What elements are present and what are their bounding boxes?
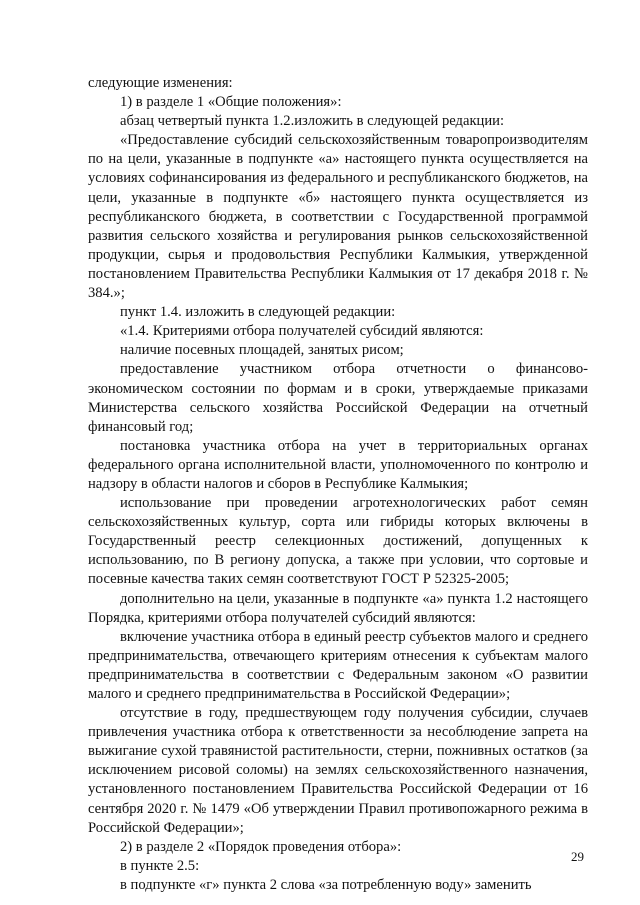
document-paragraph: дополнительно на цели, указанные в подпункте «а» пункта 1.2 настоящего Порядка, критериями отбора получателей субсидий являются:: [88, 590, 588, 626]
document-paragraph: в подпункте «г» пункта 2 слова «за потребленную воду» заменить: [120, 876, 532, 893]
document-paragraph: использование при проведении агротехнологических работ семян сельскохозяйственных культур, сорта или гибриды которых включены в Государственный реестр селекционных достижений, допущенных к использованию, по В региону допуска, а также при условии, что сортовые и посевные качества таких семян соответствуют ГОСТ Р 52325-2005;: [88, 495, 588, 588]
document-paragraph: следующие изменения:: [88, 75, 233, 91]
page-number: 29: [571, 849, 584, 864]
document-paragraph: наличие посевных площадей, занятых рисом;: [120, 342, 404, 359]
document-paragraph: отсутствие в году, предшествующем году получения субсидии, случаев привлечения участника отбора к ответственности за несоблюдение запрета на выжигание сухой травянистой растительности, стерни, пожнивных остатков (за исключением рисовой соломы) на землях сельскохозяйственного назначения, установленного постановлением Правительства Российской Федерации от 16 сентября 2020 г. № 1479 «Об утверждении Правил противопожарного режима в Российской Федерации»;: [88, 705, 588, 836]
document-paragraph: постановка участника отбора на учет в территориальных органах федерального органа исполнительной власти, уполномоченного по контролю и надзору в области налогов и сборов в Республике Калмыкия;: [88, 437, 588, 492]
document-paragraph: включение участника отбора в единый реестр субъектов малого и среднего предпринимательства, отвечающего критериям отнесения к субъектам малого предпринимательства в соответствии с Федеральным законом «О развитии малого и среднего предпринимательства в Российской Федерации»;: [88, 628, 588, 702]
document-paragraph: «1.4. Критериями отбора получателей субсидий являются:: [120, 323, 484, 340]
document-paragraph: в пункте 2.5:: [120, 857, 200, 874]
document-paragraph: предоставление участником отбора отчетности о финансово-экономическом состоянии по формам и в сроки, утверждаемые приказами Министерства сельского хозяйства Российской Федерации на отчетный финансовый год;: [88, 361, 588, 435]
document-body: [88, 74, 588, 895]
document-paragraph: 2) в разделе 2 «Порядок проведения отбора»:: [120, 838, 402, 855]
document-paragraph: 1) в разделе 1 «Общие положения»:: [120, 94, 342, 111]
document-paragraph: абзац четвертый пункта 1.2.изложить в следующей редакции:: [120, 113, 505, 130]
document-paragraph: «Предоставление субсидий сельскохозяйственным товаропроизводителям по на цели, указанные в подпункте «а» настоящего пункта осуществляется на условиях софинансирования из федерального и республиканского бюджетов, на цели, указанные в подпункте «б» настоящего пункта осуществляется из республиканского бюджета, в соответствии с Государственной программой развития сельского хозяйства и регулирования рынков сельскохозяйственной продукции, сырья и продовольствия Республики Калмыкия, утвержденной постановлением Правительства Республики Калмыкия от 17 декабря 2018 г. № 384.»;: [88, 132, 588, 302]
document-paragraph: пункт 1.4. изложить в следующей редакции:: [120, 304, 396, 321]
